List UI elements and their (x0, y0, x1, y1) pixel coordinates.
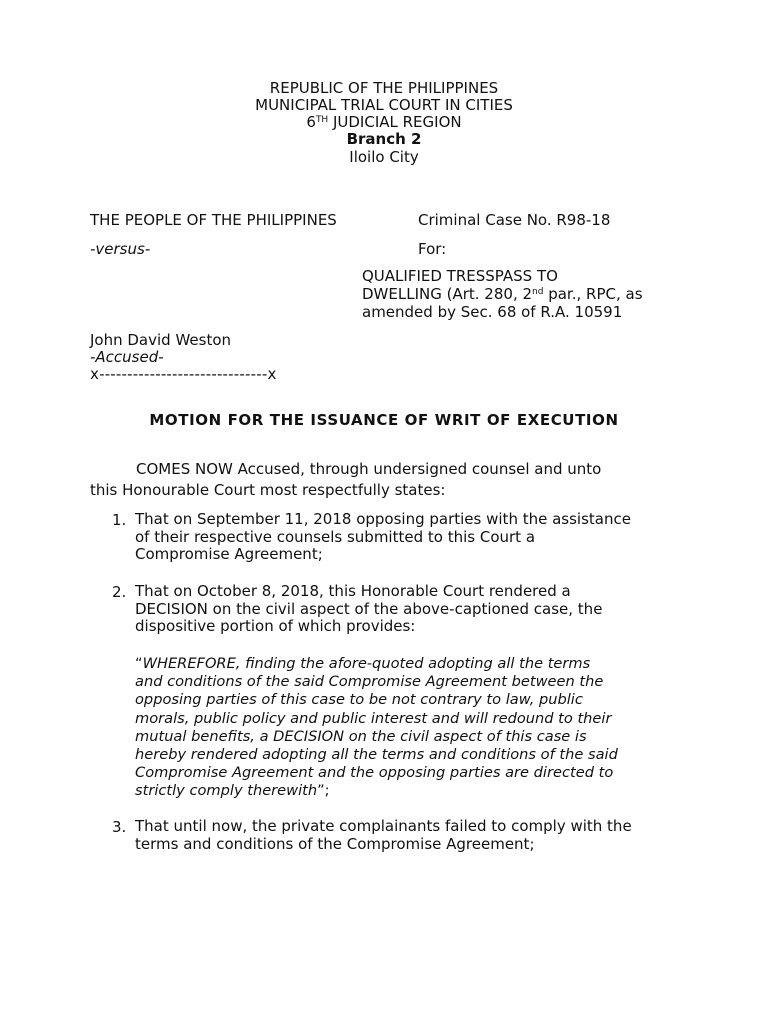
header-republic: REPUBLIC OF THE PHILIPPINES (269, 79, 499, 97)
header-court: MUNICIPAL TRIAL COURT IN CITIES (255, 96, 513, 114)
list-item-text (135, 511, 705, 564)
quote-line: mutual benefits, a DECISION on the civil aspect of this case is (135, 727, 587, 745)
quote-line: Compromise Agreement and the opposing parties are directed to (135, 764, 614, 782)
quote-line: morals, public policy and public interest and will redound to their (135, 709, 612, 727)
header-region: 6TH JUDICIAL REGION (306, 113, 462, 131)
quote-line: “WHEREFORE, finding the afore-quoted adopting all the terms (135, 655, 591, 672)
quote-line: and conditions of the said Compromise Agreement between the (135, 673, 604, 691)
offense-line-2: DWELLING (Art. 280, 2nd par., RPC, as (362, 285, 643, 303)
list-item-number: 2. (112, 583, 127, 601)
offense-line-3: amended by Sec. 68 of R.A. 10591 (362, 303, 623, 321)
offense-line-1: QUALIFIED TRESSPASS TO (362, 267, 558, 285)
for-label: For: (418, 240, 447, 258)
text-line: That on September 11, 2018 opposing parties with the assistance (135, 510, 631, 528)
plaintiff-name: THE PEOPLE OF THE PHILIPPINES (90, 211, 337, 229)
text-line: terms and conditions of the Compromise Agreement; (135, 834, 535, 853)
text-line: of their respective counsels submitted to this Court a (135, 527, 536, 546)
text-line: That on October 8, 2018, this Honorable Court rendered a (135, 582, 571, 600)
list-item-number: 3. (112, 818, 127, 836)
accused-label: -Accused- (90, 348, 164, 366)
text-line: Compromise Agreement; (135, 545, 323, 563)
quote-line: hereby rendered adopting all the terms and conditions of the said (135, 746, 618, 764)
dispositive-quote (135, 655, 710, 801)
text-line: DECISION on the civil aspect of the above-captioned case, the (135, 599, 603, 618)
intro-line-1: COMES NOW Accused, through undersigned counsel and unto (136, 460, 602, 478)
caption-separator: x------------------------------x (90, 365, 277, 383)
quote-line: strictly comply therewith”; (135, 782, 330, 800)
intro-line-2: this Honourable Court most respectfully states: (90, 481, 446, 499)
accused-name: John David Weston (90, 331, 232, 349)
versus-label: -versus- (90, 240, 151, 258)
list-item-number: 1. (112, 511, 127, 529)
offense-description (362, 267, 643, 321)
header-branch: Branch 2 (346, 130, 422, 148)
text-line: dispositive portion of which provides: (135, 617, 416, 635)
list-item-text (135, 818, 710, 853)
quote-line: opposing parties of this case to be not contrary to law, public (135, 691, 583, 709)
case-number: Criminal Case No. R98-18 (418, 211, 611, 229)
text-line: That until now, the private complainants failed to comply with the (135, 817, 632, 835)
header-city: Iloilo City (349, 148, 419, 166)
list-item-text (135, 583, 705, 636)
motion-title: MOTION FOR THE ISSUANCE OF WRIT OF EXECUTION (149, 411, 619, 429)
